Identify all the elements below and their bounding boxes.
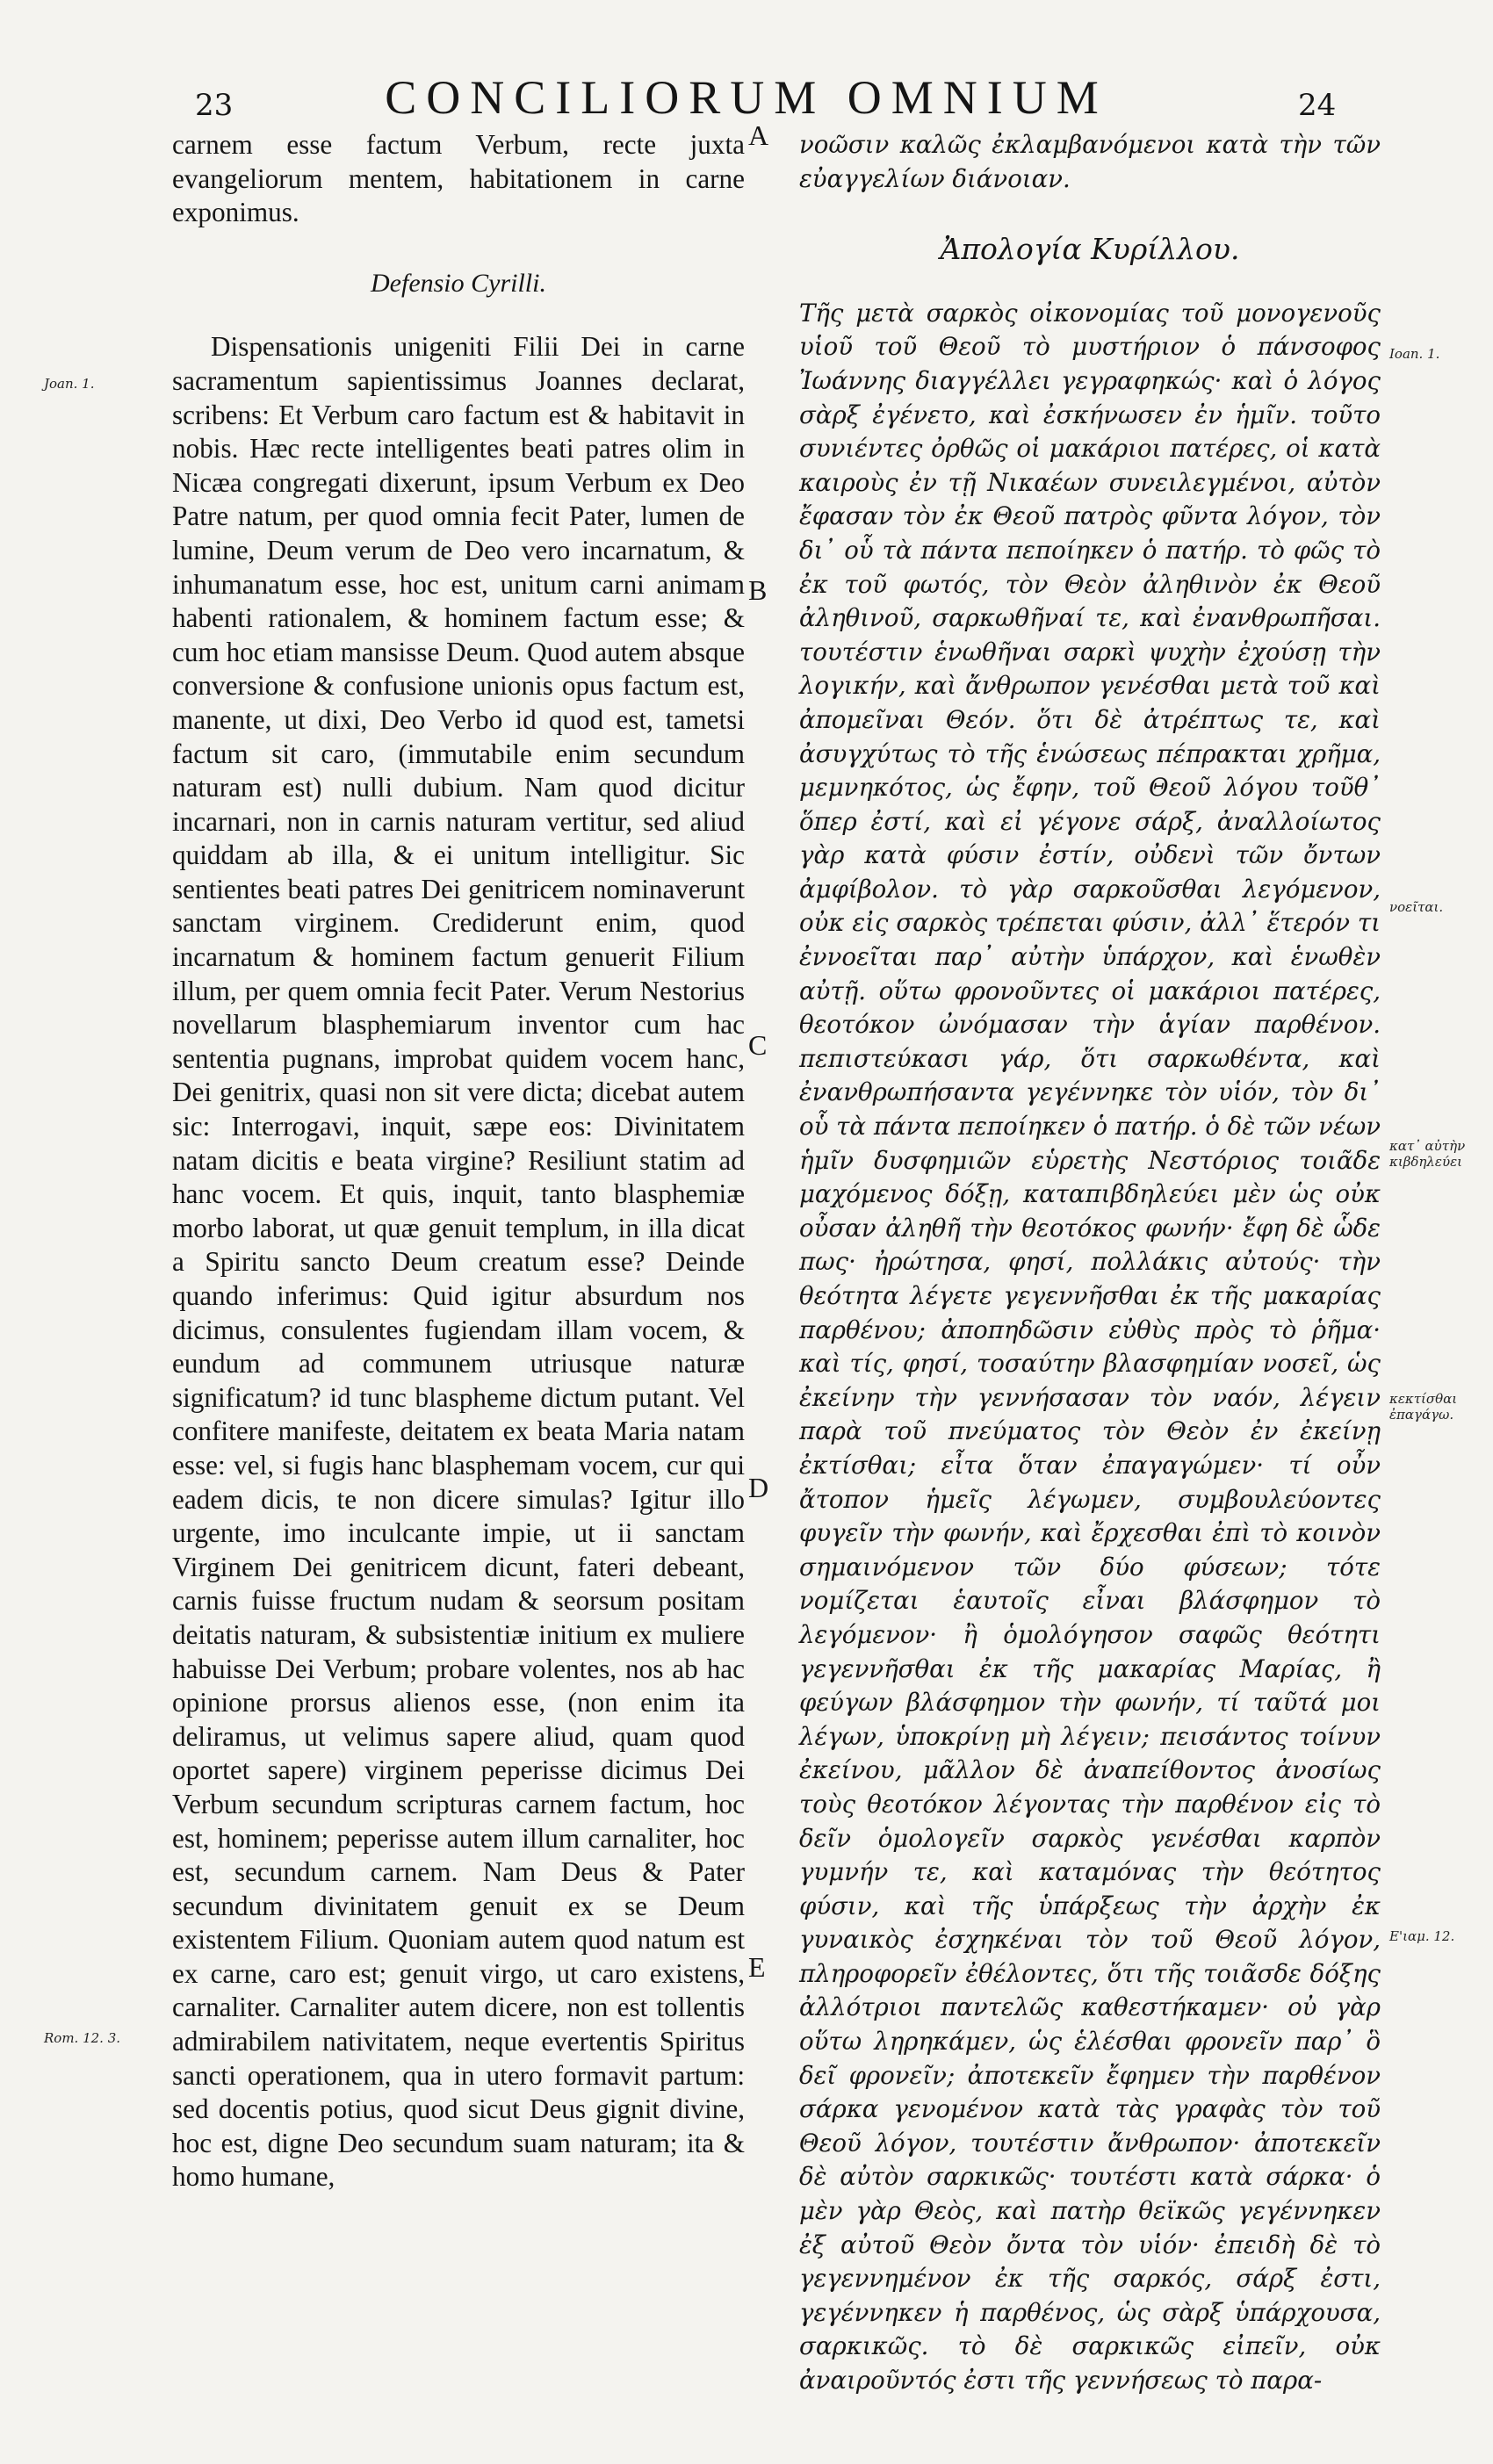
margin-note-right: κατ᾽ αὐτὴν κιβδηλεύει [1389, 1138, 1466, 1170]
latin-column [172, 128, 745, 2194]
greek-intro-text: νοῶσιν καλῶς ἐκλαμβανόμενοι κατὰ τὴν τῶν εὐαγγελίων διάνοιαν. [799, 130, 1381, 193]
greek-section-heading: Ἀπολογία Κυρίλλου. [940, 232, 1240, 267]
margin-note-left: Joan. 1. [44, 376, 95, 392]
page-number-left: 23 [195, 88, 234, 123]
section-letter-e: E [748, 1951, 766, 1983]
latin-section-heading: Defensio Cyrilli. [371, 268, 546, 298]
section-letter-a: A [748, 119, 769, 151]
latin-intro-text: carnem esse factum Verbum, recte juxta evangeliorum mentem, habitationem in carne exponimus. [172, 129, 745, 228]
running-title: CONCILIORUM OMNIUM [385, 71, 1108, 124]
latin-body-text: Dispensationis unigeniti Filii Dei in carne sacramentum sapientissimus Joannes declarat, scribens: Et Verbum caro factum est & habitavit in nobis. Hæc recte intelligentes beati patres olim in Nicæa congregati dixerunt, ipsum Verbum ex Deo Patre natum, per quod omnia fecit Pater, lumen de lumine, Deum verum de Deo vero incarnatum, & inhumanatum esse, hoc est, unitum carni animam habenti rationalem, & hominem factum esse; & cum hoc etiam mansisse Deum. Quod autem absque conversione & confusione unionis opus factum est, manente, ut dixi, Deo Verbo id quod est, tametsi factum sit caro, (immutabile enim secundum naturam est) nulli dubium. Nam quod dicitur incarnari, non in carnis naturam vertitur, sed aliud quiddam ab illa, & ei unitum intelligitur. Sic sentientes beati patres Dei genitricem nominaverunt sanctam virginem. Crediderunt enim, quod incarnatum & hominem factum genuerit Filium illum, per quem omnia fecit Pater. Verum Nestorius novellarum blasphemiarum inventor cum hac sententia pugnans, improbat quidem vocem hanc, Dei genitrix, quasi non sit vere dicta; dicebat autem sic: Interrogavi, inquit, sæpe eos: Divinitatem natam dicitis e beata virgine? Resiliunt statim ad hanc vocem. Et quis, inquit, tanto blasphemiæ morbo laborat, ut quæ genuit templum, in illa dicat a Spiritu sancto Deum creatum esse? Deinde quando inferimus: Quid igitur absurdum nos dicimus, consulentes fugiendam illam vocem, & eundum ad communem utriusque naturæ significatum? id tunc blaspheme dictum putant. Vel confitere manifeste, deitatem ex beata Maria natam esse: vel, si fugis hanc blasphemam vocem, cur qui eadem dicis, te non dicere simulas? Igitur illo urgente, imo inculcante impie, ut ii sanctam Virginem Dei genitricem dicunt, fateri debeant, carnis fuisse fructum nudam & seorsum positam deitatis naturam, & subsistentiæ initium ex muliere habuisse Dei Verbum; probare volentes, nos ab hac opinione prorsus alienos esse, (non enim ita deliramus, ut velimus sapere aliud, quam quod oportet sapere) virginem peperisse dicimus Dei Verbum secundum scripturas carnem factum, hoc est, hominem; peperisse autem illum carnaliter, hoc est, secundum carnem. Nam Deus & Pater secundum divinitatem genuit ex se Deum existentem Filium. Quoniam autem quod natum est ex carne, caro est; genuit virgo, ut caro existens, carnaliter. Carnaliter autem dicere, non est tollentis admirabilem nativitatem, neque evertentis Spiritus sancti operationem, qua in utero formavit partum: sed docentis potius, quod sicut Deus gignit divine, hoc est, digne Deo secundum suam naturam; ita & homo humane, [172, 331, 745, 2193]
margin-note-right: νοεῖται. [1389, 899, 1444, 915]
section-letter-d: D [748, 1472, 769, 1503]
margin-note-right: Ioan. 1. [1389, 346, 1440, 362]
section-letter-c: C [748, 1029, 768, 1061]
greek-body-text: Τῆς μετὰ σαρκὸς οἰκονομίας τοῦ μονογενοῦς υἱοῦ τοῦ Θεοῦ τὸ μυστήριον ὁ πάνσοφος Ἰωάννης διαγγέλλει γεγραφηκώς· καὶ ὁ λόγος σὰρξ ἐγένετο, καὶ ἐσκήνωσεν ἐν ἡμῖν. τοῦτο συνιέντες ὀρθῶς οἱ μακάριοι πατέρες, οἱ κατὰ καιροὺς ἐν τῇ Νικαέων συνειλεγμένοι, αὐτὸν ἔφασαν τὸν ἐκ Θεοῦ πατρὸς φῦντα λόγον, τὸν δι᾽ οὗ τὰ πάντα πεποίηκεν ὁ πατήρ. τὸ φῶς τὸ ἐκ τοῦ φωτός, τὸν Θεὸν ἀληθινὸν ἐκ Θεοῦ ἀληθινοῦ, σαρκωθῆναί τε, καὶ ἐνανθρωπῆσαι. τουτέστιν ἑνωθῆναι σαρκὶ ψυχὴν ἐχούσῃ τὴν λογικήν, καὶ ἄνθρωπον γενέσθαι μετὰ τοῦ καὶ ἀπομεῖναι Θεόν. ὅτι δὲ ἀτρέπτως τε, καὶ ἀσυγχύτως τὸ τῆς ἑνώσεως πέπρακται χρῆμα, μεμνηκότος, ὡς ἔφην, τοῦ Θεοῦ λόγου τοῦθ᾽ ὅπερ ἐστί, καὶ εἰ γέγονε σάρξ, ἀναλλοίωτος γὰρ κατὰ φύσιν ἐστίν, οὐδενὶ τῶν ὄντων ἀμφίβολον. τὸ γὰρ σαρκοῦσθαι λεγόμενον, οὐκ εἰς σαρκὸς τρέπεται φύσιν, ἀλλ᾽ ἕτερόν τι ἐννοεῖται παρ᾽ αὐτὴν ὑπάρχον, καὶ ἑνωθὲν αὐτῇ. οὕτω φρονοῦντες οἱ μακάριοι πατέρες, θεοτόκον ὠνόμασαν τὴν ἁγίαν παρθένον. πεπιστεύκασι γάρ, ὅτι σαρκωθέντα, καὶ ἐνανθρωπήσαντα γεγέννηκε τὸν υἱόν, τὸν δι᾽ οὗ τὰ πάντα πεποίηκεν ὁ πατήρ. ὁ δὲ τῶν νέων ἡμῖν δυσφημιῶν εὑρετὴς Νεστόριος τοιᾶδε μαχόμενος δόξῃ, καταπιβδηλεύει μὲν ὡς οὐκ οὖσαν ἀληθῆ τὴν θεοτόκος φωνήν· ἔφη δὲ ὧδε πως· ἠρώτησα, φησί, πολλάκις αὐτούς· τὴν θεότητα λέγετε γεγεννῆσθαι ἐκ τῆς μακαρίας παρθένου; ἀποπηδῶσιν εὐθὺς πρὸς τὸ ῥῆμα· καὶ τίς, φησί, τοσαύτην βλασφημίαν νοσεῖ, ὡς ἐκείνην τὴν γεννήσασαν τὸν ναόν, λέγειν παρὰ τοῦ πνεύματος τὸν Θεὸν ἐν ἐκείνῃ ἐκτίσθαι; εἶτα ὅταν ἐπαγαγώμεν· τί οὖν ἄτοπον ἡμεῖς λέγωμεν, συμβουλεύοντες φυγεῖν τὴν φωνήν, καὶ ἔρχεσθαι ἐπὶ τὸ κοινὸν σημαινόμενον τῶν δύο φύσεων; τότε νομίζεται ἑαυτοῖς εἶναι βλάσφημον τὸ λεγόμενον· ἢ ὁμολόγησον σαφῶς θεότητι γεγεννῆσθαι ἐκ τῆς μακαρίας Μαρίας, ἢ φεύγων βλάσφημον τὴν φωνήν, τί ταῦτά μοι λέγων, ὑποκρίνῃ μὴ λέγειν; πεισάντος τοίνυν ἐκείνου, μᾶλλον δὲ ἀναπείθοντος ἀνοσίως τοὺς θεοτόκον λέγοντας τὴν παρθένον εἰς τὸ δεῖν ὁμολογεῖν σαρκὸς γενέσθαι καρπὸν γυμνήν τε, καὶ καταμόνας τὴν θεότητος φύσιν, καὶ τῆς ὑπάρξεως τὴν ἀρχὴν ἐκ γυναικὸς ἐσχηκέναι τὸν τοῦ Θεοῦ λόγον, πληροφορεῖν ἐθέλοντες, ὅτι τῆς τοιᾶσδε δόξης ἀλλότριοι παντελῶς καθεστήκαμεν· οὐ γὰρ οὕτω ληρηκάμεν, ὡς ἑλέσθαι φρονεῖν παρ᾽ ὃ δεῖ φρονεῖν; ἀποτεκεῖν ἔφημεν τὴν παρθένον σάρκα γενομένον κατὰ τὰς γραφὰς τὸν τοῦ Θεοῦ λόγον, τουτέστιν ἄνθρωπον· ἀποτεκεῖν δὲ αὐτὸν σαρκικῶς· τουτέστι κατὰ σάρκα· ὁ μὲν γὰρ Θεὸς, καὶ πατὴρ θεϊκῶς γεγέννηκεν ἐξ αὐτοῦ Θεὸν ὄντα τὸν υἱόν· ἐπειδὴ δὲ τὸ γεγεννημένον ἐκ τῆς σαρκός, σάρξ ἐστι, γεγέννηκεν ἡ παρθένος, ὡς σὰρξ ὑπάρχουσα, σαρκικῶς. τὸ δὲ σαρκικῶς εἰπεῖν, οὐκ ἀναιροῦντός ἐστι τῆς γεννήσεως τὸ παρα- [799, 298, 1381, 2395]
section-letter-b: B [748, 574, 768, 606]
page-number-right: 24 [1298, 88, 1337, 123]
margin-note-right: E'ιαμ. 12. [1389, 1928, 1455, 1944]
margin-note-left: Rom. 12. 3. [44, 2030, 121, 2046]
margin-note-right: κεκτίσθαι ἐπαγάγω. [1389, 1391, 1458, 1423]
greek-column [799, 128, 1381, 2398]
